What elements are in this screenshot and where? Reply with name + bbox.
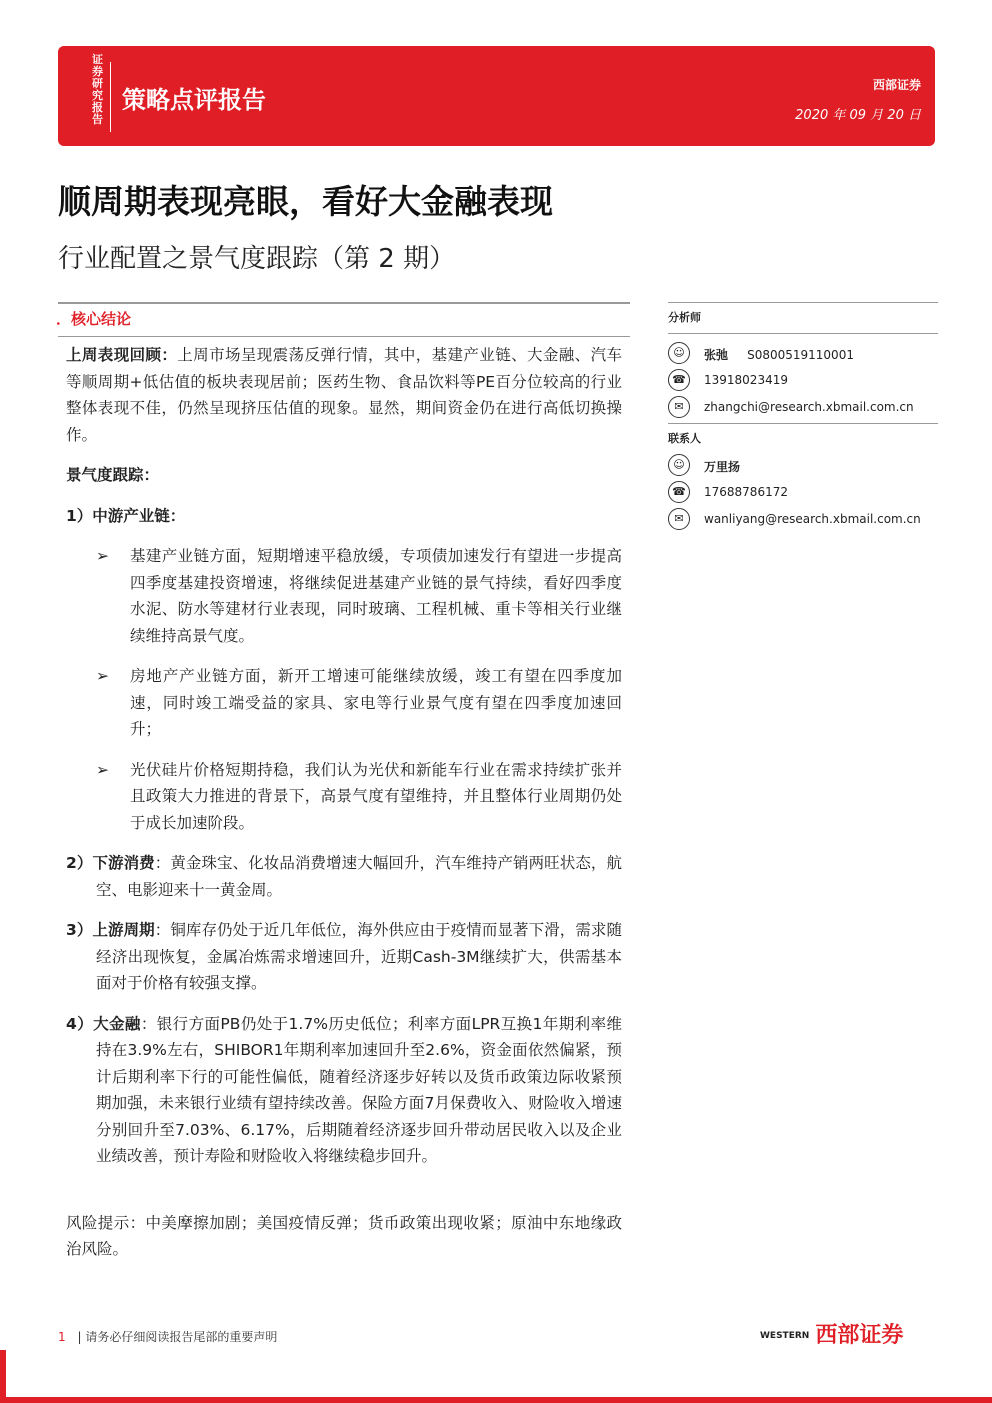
review-paragraph: 上周表现回顾：上周市场呈现震荡反弹行情，其中，基建产业链、大金融、汽车等顺周期+低估值的板块表现居前；医药生物、食品饮料等PE百分位较高的行业整体表现不佳，仍然呈现挤压估值的现象。显然，期间资金仍在进行高低切换操作。 — [66, 346, 622, 444]
bullet-item: ➢ 房地产产业链方面，新开工增速可能继续放缓，竣工有望在四季度加速，同时竣工端受益的家具、家电等行业景气度有望在四季度加速回升； — [66, 663, 622, 743]
phone-icon: ☎ — [668, 369, 690, 391]
upstream-paragraph: 3）上游周期：铜库存仍处于近几年低位，海外供应由于疫情而显著下滑，需求随经济出现恢复，金属冶炼需求增速回升，近期Cash-3M继续扩大，供需基本面对于价格有较强支撑。 — [66, 921, 622, 992]
report-type: 策略点评报告 — [122, 86, 266, 114]
person-icon: ☺ — [668, 342, 690, 364]
analyst-phone-row: ☎ 13918023419 — [668, 369, 938, 396]
analyst-label: 分析师 — [668, 311, 701, 324]
report-category-tag: 证券研究报告 — [92, 53, 103, 126]
divider — [668, 423, 938, 424]
section-divider — [58, 336, 630, 337]
page-subtitle: 行业配置之景气度跟踪（第 2 期） — [58, 244, 456, 274]
risk-paragraph: 风险提示：中美摩擦加剧；美国疫情反弹；货币政策出现收紧；原油中东地缘政治风险。 — [66, 1213, 622, 1258]
bullet-item: ➢ 光伏硅片价格短期持稳，我们认为光伏和新能车行业在需求持续扩张并且政策大力推进的背景下，高景气度有望维持，并且整体行业周期仍处于成长加速阶段。 — [66, 757, 622, 837]
bullet-dot: ． — [56, 310, 72, 328]
page-number: 1 — [58, 1330, 66, 1344]
page-title: 顺周期表现亮眼，看好大金融表现 — [58, 182, 553, 221]
person-icon: ☺ — [668, 454, 690, 476]
section-divider — [58, 302, 630, 304]
brand-name: 西部证券 — [872, 78, 921, 92]
phone-icon: ☎ — [668, 481, 690, 503]
divider — [668, 333, 938, 334]
logo-en: WESTERN — [760, 1331, 810, 1341]
disclaimer-note: 请务必仔细阅读报告尾部的重要声明 — [85, 1330, 278, 1344]
contact-name-row: ☺ 万里扬 — [668, 454, 938, 481]
section-heading: ．核心结论 — [56, 310, 132, 328]
divider — [668, 302, 938, 303]
arrow-icon: ➢ — [96, 760, 109, 779]
finance-paragraph: 4）大金融：银行方面PB仍处于1.7%历史低位；利率方面LPR互换1年期利率维持在3.9%左右，SHIBOR1年期利率加速回升至2.6%，资金面依然偏紧，预计后期利率下行的可能性偏低，随着经济逐步好转以及货币政策边际收紧预期加强，未来银行业绩有望持续改善。保险方面7月保费收入、财险收入增速分别回升至7.03%、6.17%，后期随着经济逐步回升带动居民收入以及企业业绩改善，预计寿险和财险收入将继续稳步回升。 — [66, 1014, 622, 1165]
footer-accent-vertical — [0, 1350, 6, 1403]
arrow-icon: ➢ — [96, 547, 109, 565]
header-banner — [58, 46, 935, 146]
footer-note — [58, 1328, 277, 1345]
midstream-heading: 1）中游产业链： — [66, 506, 186, 525]
arrow-icon: ➢ — [96, 667, 109, 685]
email-icon: ✉ — [668, 508, 690, 530]
analyst-name-row: ☺ 张弛 S0800519110001 — [668, 342, 938, 369]
footer-logo — [760, 1318, 903, 1349]
contact-label: 联系人 — [668, 432, 701, 445]
main-content — [66, 342, 622, 1277]
banner-divider — [110, 62, 111, 132]
downstream-paragraph: 2）下游消费：黄金珠宝、化妆品消费增速大幅回升，汽车维持产销两旺状态，航空、电影迎来十一黄金周。 — [66, 854, 622, 899]
tracking-heading: 景气度跟踪： — [66, 466, 160, 484]
contact-phone-row: ☎ 17688786172 — [668, 481, 938, 508]
analyst-email-row: ✉ zhangchi@research.xbmail.com.cn — [668, 396, 938, 423]
footer-accent-horizontal — [0, 1397, 992, 1403]
bullet-item: ➢ 基建产业链方面，短期增速平稳放缓，专项债加速发行有望进一步提高四季度基建投资增速，将继续促进基建产业链的景气持续，看好四季度水泥、防水等建材行业表现，同时玻璃、工程机械、重卡等相关行业继续维持高景气度。 — [66, 543, 622, 649]
report-date: 2020 年 09 月 20 日 — [795, 108, 921, 123]
footer-separator: | — [77, 1330, 82, 1344]
email-icon: ✉ — [668, 396, 690, 418]
logo-cn: 西部证券 — [815, 1323, 904, 1348]
analyst-panel — [668, 302, 938, 535]
contact-email-row: ✉ wanliyang@research.xbmail.com.cn — [668, 508, 938, 535]
